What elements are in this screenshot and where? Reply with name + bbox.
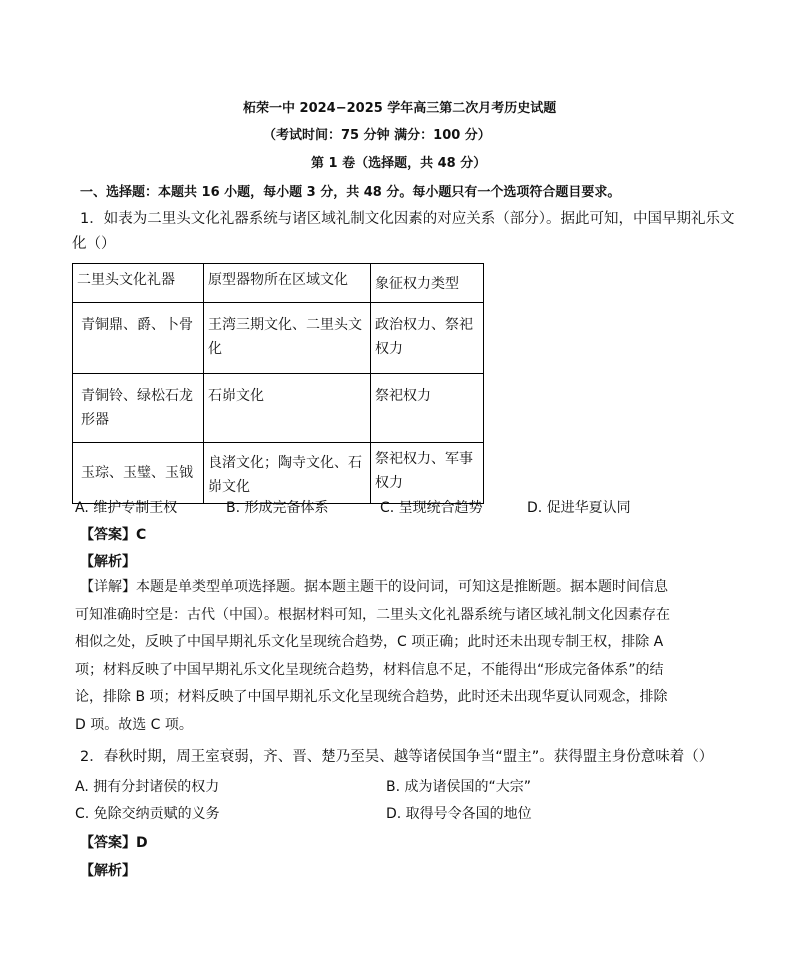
table-header-cell: 原型器物所在区域文化 (204, 264, 371, 303)
q1-option-d: D. 促进华夏认同 (527, 500, 631, 516)
q2-option-a: A. 拥有分封诸侯的权力 (75, 779, 220, 795)
q1-option-c: C. 呈现统合趋势 (380, 500, 483, 516)
table-header-cell: 二里头文化礼器 (73, 264, 204, 303)
table-row (73, 374, 484, 443)
q1-detail-paragraph: 【详解】本题是单类型单项选择题。据本题主题干的设问词，可知这是推断题。据本题时间信息可知准确时空是：古代（中国）。根据材料可知，二里头文化礼器系统与诸区域礼制文化因素存在相似之处，反映了中国早期礼乐文化呈现统合趋势，C 项正确；此时还未出现专制王权，排除 A 项；材料反映了中国早期礼乐文化呈现统合趋势，材料信息不足，不能得出“形成完备体系”的结论，排除 B 项；材料反映了中国早期礼乐文化呈现统合趋势，此时还未出现华夏认同观念，排除 D 项。故选 C 项。 (75, 579, 670, 733)
table-cell: 石峁文化 (204, 374, 371, 443)
table-row (73, 303, 484, 374)
table-row (73, 443, 484, 504)
table-cell: 青铜鼎、爵、卜骨 (73, 303, 204, 374)
table-header-cell: 象征权力类型 (371, 264, 484, 303)
q1-stem-line2: 化（） (72, 236, 116, 252)
q2-option-d: D. 取得号令各国的地位 (386, 806, 532, 822)
volume-heading: 第 1 卷（选择题，共 48 分） (311, 156, 487, 171)
q1-option-b: B. 形成完备体系 (226, 500, 329, 516)
table-cell: 政治权力、祭祀权力 (371, 303, 484, 374)
table-header-row (73, 264, 484, 303)
q2-option-b: B. 成为诸侯国的“大宗” (386, 779, 532, 795)
table-cell: 青铜铃、绿松石龙形器 (73, 374, 204, 443)
q2-option-c: C. 免除交纳贡赋的义务 (75, 806, 220, 822)
table-cell: 王湾三期文化、二里头文化 (204, 303, 371, 374)
q1-option-a: A. 维护专制王权 (75, 500, 178, 516)
table-cell: 祭祀权力 (371, 374, 484, 443)
table-cell: 良渚文化；陶寺文化、石峁文化 (204, 443, 371, 504)
table-cell: 祭祀权力、军事权力 (371, 443, 484, 504)
table-cell: 玉琮、玉璧、玉钺 (73, 443, 204, 504)
q2-answer: 【答案】D (80, 835, 148, 851)
q1-table (72, 263, 484, 504)
q1-answer: 【答案】C (80, 527, 147, 543)
section-heading: 一、选择题：本题共 16 小题，每小题 3 分，共 48 分。每小题只有一个选项符合题目要求。 (80, 185, 621, 200)
exam-title: 柘荣一中 2024−2025 学年高三第二次月考历史试题 (243, 101, 557, 116)
q2-stem: 2．春秋时期，周王室衰弱，齐、晋、楚乃至吴、越等诸侯国争当“盟主”。获得盟主身份意味着（） (80, 749, 714, 765)
q2-analysis-label: 【解析】 (80, 863, 136, 879)
q1-analysis-label: 【解析】 (80, 554, 136, 570)
q1-stem-line1: 1．如表为二里头文化礼器系统与诸区域礼制文化因素的对应关系（部分）。据此可知，中国早期礼乐文 (80, 211, 735, 227)
exam-info: （考试时间：75 分钟 满分：100 分） (263, 128, 491, 143)
